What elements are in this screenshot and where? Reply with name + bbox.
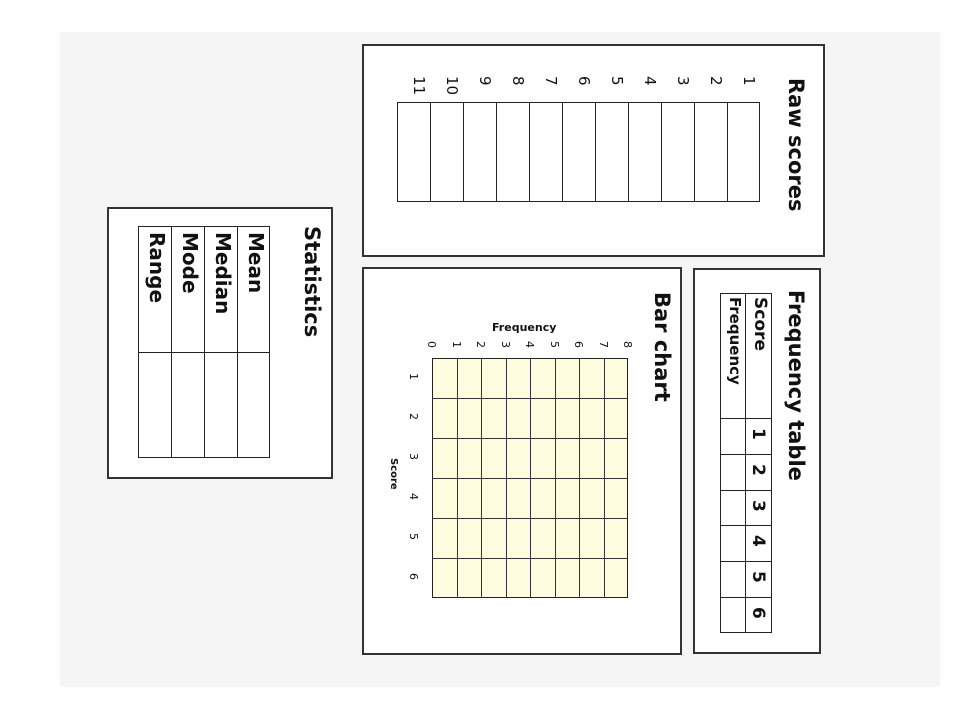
- frequency-table-score: 5: [748, 571, 768, 584]
- raw-score-input[interactable]: [729, 104, 758, 200]
- bar-chart-x-tick: 1: [407, 373, 420, 380]
- raw-score-input[interactable]: [696, 104, 725, 200]
- frequency-table-column-divider: [720, 561, 772, 562]
- bar-chart-gridline: [432, 558, 628, 559]
- statistics-value-input[interactable]: [206, 354, 235, 456]
- raw-score-row-number: 5: [608, 76, 626, 86]
- bar-chart-y-tick: 7: [596, 341, 610, 348]
- raw-scores-divider: [628, 102, 629, 202]
- frequency-table-row-divider: [745, 293, 746, 633]
- statistics-value-input[interactable]: [173, 354, 202, 456]
- bar-chart-x-tick: 3: [407, 453, 420, 460]
- statistics-row-label: Range: [145, 232, 169, 304]
- raw-score-input[interactable]: [630, 104, 659, 200]
- frequency-input[interactable]: [722, 527, 743, 559]
- raw-score-input[interactable]: [597, 104, 626, 200]
- raw-score-input[interactable]: [564, 104, 593, 200]
- frequency-table-score: 6: [748, 607, 768, 619]
- bar-chart-x-tick: 2: [407, 413, 420, 420]
- bar-chart-y-tick: 0: [425, 341, 438, 348]
- raw-score-row-number: 8: [509, 76, 527, 86]
- raw-score-row-number: 1: [740, 76, 758, 86]
- raw-score-row-number: 10: [443, 76, 461, 96]
- bar-chart-y-tick: 3: [498, 341, 512, 348]
- raw-score-row-number: 3: [674, 76, 692, 86]
- raw-score-row-number: 4: [641, 76, 659, 86]
- statistics-value-input[interactable]: [239, 354, 268, 456]
- frequency-table-column-divider: [720, 454, 772, 455]
- raw-scores-divider: [529, 102, 530, 202]
- frequency-table-score: 4: [748, 535, 768, 548]
- raw-score-input[interactable]: [465, 104, 494, 200]
- frequency-input[interactable]: [722, 492, 743, 524]
- raw-score-row-number: 6: [575, 76, 593, 86]
- raw-score-input[interactable]: [498, 104, 527, 200]
- raw-scores-divider: [694, 102, 695, 202]
- statistics-row-divider: [171, 226, 172, 458]
- frequency-table-column-divider: [720, 525, 772, 526]
- frequency-table-score: 1: [748, 428, 768, 440]
- statistics-value-input[interactable]: [140, 354, 169, 456]
- frequency-table-score: 2: [748, 463, 768, 476]
- raw-scores-divider: [430, 102, 431, 202]
- frequency-table-score-label: Score: [750, 297, 770, 351]
- bar-chart-y-tick: 1: [449, 341, 463, 348]
- frequency-table-frequency-label: Frequency: [726, 297, 744, 385]
- raw-score-row-number: 11: [410, 76, 428, 96]
- frequency-input[interactable]: [722, 599, 743, 631]
- frequency-input[interactable]: [722, 563, 743, 595]
- raw-score-input[interactable]: [531, 104, 560, 200]
- frequency-table-score: 3: [748, 499, 768, 512]
- bar-chart-x-tick: 5: [407, 533, 420, 540]
- raw-score-input[interactable]: [399, 104, 428, 200]
- frequency-table-column-divider: [720, 418, 772, 419]
- bar-chart-gridline: [432, 438, 628, 439]
- raw-scores-divider: [463, 102, 464, 202]
- statistics-row-divider: [237, 226, 238, 458]
- raw-scores-title: Raw scores: [784, 78, 808, 212]
- statistics-title: Statistics: [300, 226, 324, 338]
- bar-chart-y-tick: 2: [474, 341, 487, 348]
- raw-score-row-number: 9: [476, 76, 494, 86]
- bar-chart-x-axis-label: Score: [388, 458, 399, 490]
- raw-scores-divider: [562, 102, 563, 202]
- bar-chart-gridline: [432, 398, 628, 399]
- bar-chart-gridline: [432, 518, 628, 519]
- raw-score-row-number: 7: [542, 76, 560, 86]
- bar-chart-y-tick: 5: [547, 341, 561, 348]
- bar-chart-title: Bar chart: [650, 292, 674, 402]
- frequency-table-column-divider: [720, 490, 772, 491]
- bar-chart-y-tick: 6: [572, 341, 585, 348]
- frequency-table-column-divider: [720, 597, 772, 598]
- statistics-row-divider: [204, 226, 205, 458]
- frequency-input[interactable]: [722, 456, 743, 488]
- raw-scores-divider: [661, 102, 662, 202]
- bar-chart-x-tick: 6: [407, 573, 420, 580]
- frequency-input[interactable]: [722, 420, 743, 452]
- bar-chart-y-tick: 8: [621, 341, 634, 348]
- raw-score-input[interactable]: [663, 104, 692, 200]
- statistics-row-label: Median: [211, 232, 235, 315]
- bar-chart-y-tick: 4: [523, 341, 536, 348]
- frequency-table-title: Frequency table: [784, 290, 808, 481]
- statistics-row-label: Mode: [178, 232, 202, 294]
- raw-score-input[interactable]: [432, 104, 461, 200]
- bar-chart-gridline: [432, 478, 628, 479]
- raw-scores-divider: [595, 102, 596, 202]
- bar-chart-x-tick: 4: [407, 493, 420, 500]
- raw-scores-divider: [727, 102, 728, 202]
- statistics-row-label: Mean: [244, 232, 268, 294]
- bar-chart-y-axis-label: Frequency: [492, 321, 557, 334]
- raw-scores-divider: [496, 102, 497, 202]
- raw-score-row-number: 2: [707, 76, 725, 86]
